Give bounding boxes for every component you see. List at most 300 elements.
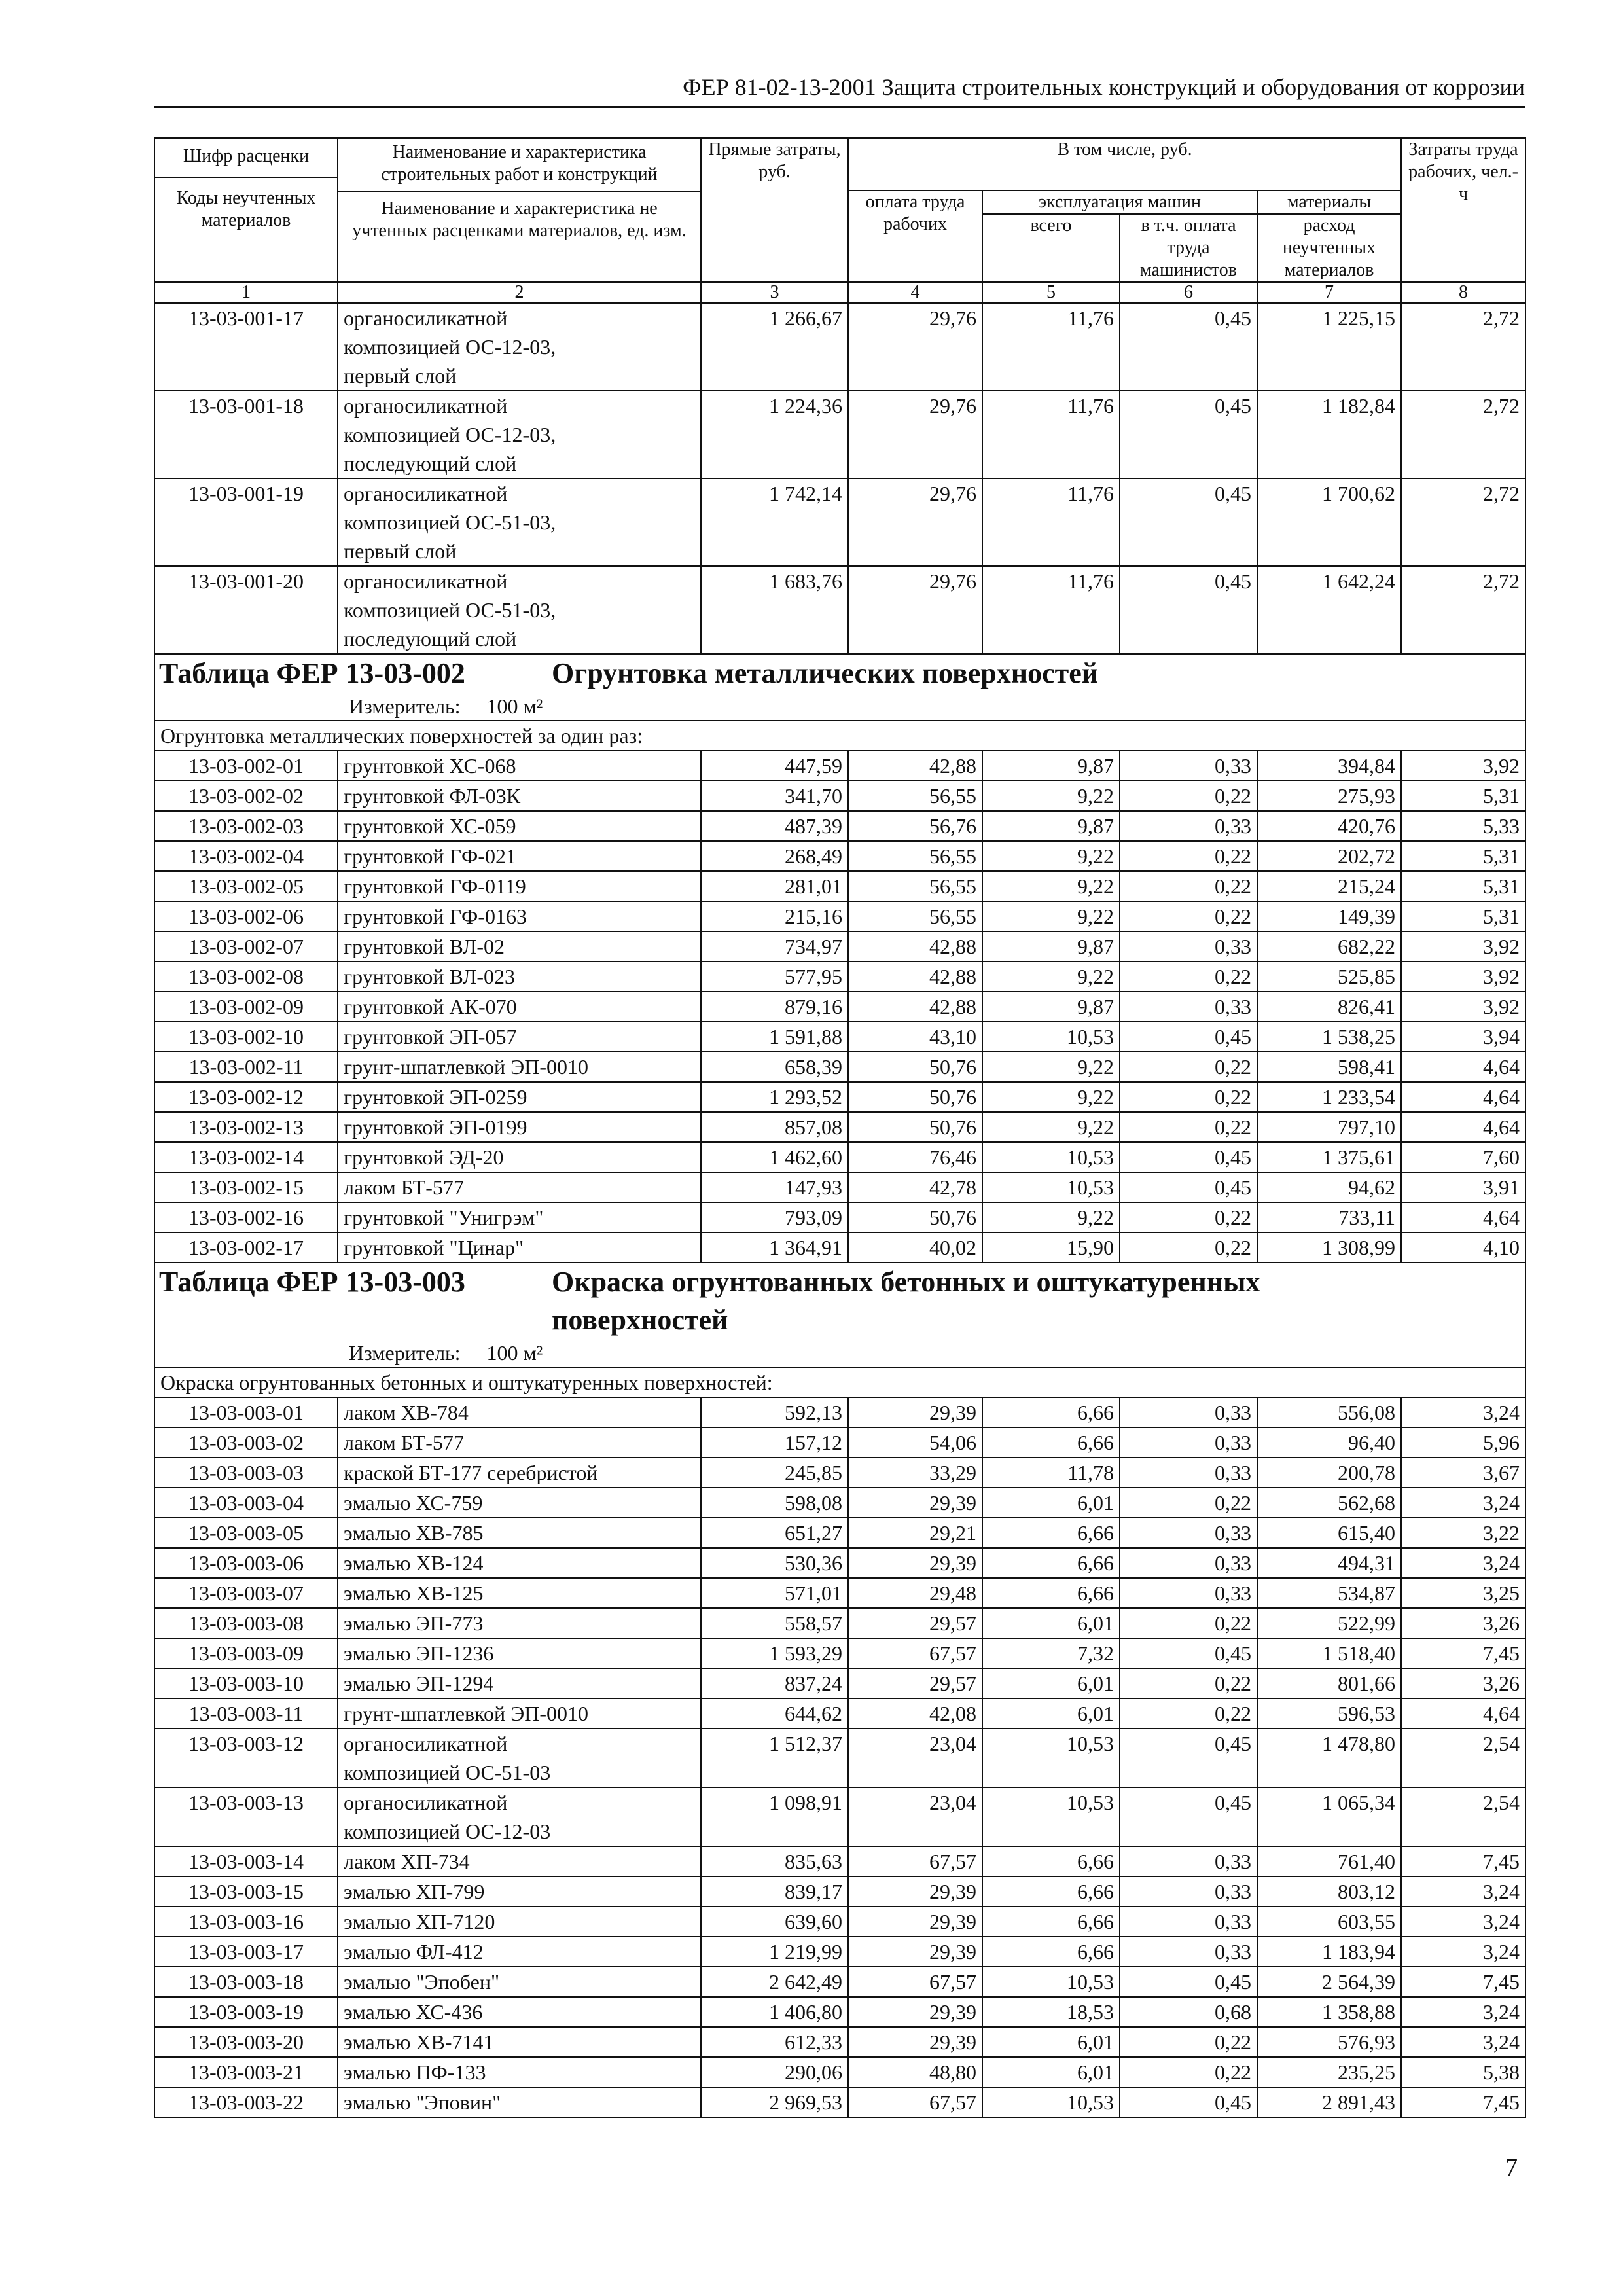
table-name-line: Окраска огрунтованных бетонных и оштукатуренных [552,1266,1260,1298]
materials-cell [1257,2027,1401,2057]
machines-total-cell [982,1518,1120,1548]
labor-hours: 3,92 [1483,754,1520,778]
labor-hours-cell [1401,1142,1525,1172]
machines-total-cell [982,1427,1120,1458]
machines-total-cell [982,1787,1120,1846]
table-title [159,655,1521,692]
labor-pay: 23,04 [929,1732,976,1755]
machines-total-cell [982,1202,1120,1232]
machines-total: 11,76 [1067,394,1114,418]
machines-total-cell [982,303,1120,391]
materials: 562,68 [1338,1491,1396,1515]
labor-pay-cell [848,841,982,871]
rate-code: 13-03-003-09 [188,1641,304,1665]
rate-code-cell [154,1967,338,1997]
machinists-pay-cell [1120,1142,1257,1172]
materials: 1 308,99 [1322,1236,1396,1259]
direct-costs: 571,01 [785,1581,842,1605]
labor-hours: 2,54 [1483,1791,1520,1814]
machinists-pay-cell [1120,1967,1257,1997]
materials-cell [1257,478,1401,566]
machinists-pay-cell [1120,1548,1257,1578]
machines-total: 9,22 [1077,1085,1114,1109]
labor-hours-cell [1401,1578,1525,1608]
labor-hours-cell [1401,566,1525,654]
column-number: 8 [1401,282,1525,303]
rate-code: 13-03-002-11 [188,1055,304,1079]
machinists-pay: 0,22 [1215,784,1251,808]
machinists-pay: 0,33 [1215,1461,1251,1484]
table-row [154,871,1525,901]
labor-pay-cell [848,1876,982,1907]
rate-code-cell [154,1997,338,2027]
direct-costs: 1 266,67 [769,306,842,330]
labor-pay-cell [848,1846,982,1876]
labor-hours-cell [1401,1427,1525,1458]
machines-total: 9,22 [1077,1206,1114,1229]
machinists-pay: 0,33 [1215,754,1251,778]
direct-costs-cell [701,1427,848,1458]
machines-total: 10,53 [1067,1970,1114,1994]
work-name-cell [338,2057,701,2087]
rate-code: 13-03-003-01 [188,1401,304,1424]
work-name-cell [338,961,701,992]
machinists-pay: 0,33 [1215,1431,1251,1454]
labor-pay-cell [848,931,982,961]
work-name-line: композицией ОС-12-03, [344,423,556,446]
work-name-cell [338,478,701,566]
work-name-cell [338,2027,701,2057]
labor-pay: 29,57 [929,1611,976,1635]
labor-pay-cell [848,1907,982,1937]
materials-cell [1257,1172,1401,1202]
rate-code: 13-03-002-16 [188,1206,304,1229]
machinists-pay: 0,45 [1215,394,1251,418]
work-name-cell [338,901,701,931]
work-name-cell [338,871,701,901]
rate-code-cell [154,781,338,811]
direct-costs-cell [701,2087,848,2117]
labor-pay-cell [848,1668,982,1698]
machines-total-cell [982,1458,1120,1488]
direct-costs: 793,09 [785,1206,842,1229]
work-name-cell [338,1052,701,1082]
labor-pay-cell [848,566,982,654]
table-row [154,1846,1525,1876]
labor-pay-cell [848,1698,982,1729]
materials-cell [1257,1578,1401,1608]
labor-hours-cell [1401,1022,1525,1052]
work-name-cell [338,931,701,961]
labor-hours: 5,31 [1483,874,1520,898]
labor-hours: 3,26 [1483,1611,1520,1635]
direct-costs: 268,49 [785,844,842,868]
labor-pay-cell [848,1608,982,1638]
labor-hours: 3,24 [1483,1551,1520,1575]
machines-total-cell [982,1907,1120,1937]
rate-code-cell [154,1907,338,1937]
materials-cell [1257,1876,1401,1907]
rate-code: 13-03-002-07 [188,935,304,958]
table-header-row [154,138,1525,190]
labor-pay: 50,76 [929,1055,976,1079]
materials-cell [1257,1548,1401,1578]
machines-total-cell [982,781,1120,811]
header-code2-label: Коды неучтенных материалов [176,188,316,230]
machines-total-cell [982,1172,1120,1202]
materials: 2 564,39 [1322,1970,1396,1994]
machinists-pay-cell [1120,566,1257,654]
table-row [154,841,1525,871]
table-row [154,1427,1525,1458]
work-name-line: краской БТ-177 серебристой [344,1461,598,1484]
rate-code: 13-03-001-17 [188,306,304,330]
rate-code-cell [154,1937,338,1967]
rate-code-cell [154,1846,338,1876]
materials-cell [1257,1112,1401,1142]
rate-code-cell [154,1112,338,1142]
measurement-unit [159,1339,1521,1367]
direct-costs-cell [701,901,848,931]
machinists-pay: 0,45 [1215,1641,1251,1665]
machinists-pay: 0,33 [1215,1551,1251,1575]
column-number: 2 [338,282,701,303]
labor-pay: 67,57 [929,1850,976,1873]
direct-costs-cell [701,566,848,654]
materials-cell [1257,1022,1401,1052]
machinists-pay: 0,22 [1215,2060,1251,2084]
direct-costs-cell [701,1232,848,1263]
direct-costs-cell [701,1846,848,1876]
work-name-line: грунтовкой "Цинар" [344,1236,524,1259]
direct-costs-cell [701,1142,848,1172]
labor-hours: 3,24 [1483,1491,1520,1515]
machines-total: 18,53 [1067,2000,1114,2024]
work-name-cell [338,1578,701,1608]
rate-code: 13-03-003-13 [188,1791,304,1814]
table-row [154,1638,1525,1668]
materials: 826,41 [1338,995,1396,1018]
direct-costs-cell [701,841,848,871]
labor-hours: 5,33 [1483,814,1520,838]
labor-hours-cell [1401,871,1525,901]
rate-code-cell [154,1022,338,1052]
work-name-line: композицией ОС-51-03 [344,1761,551,1784]
machinists-pay-cell [1120,1787,1257,1846]
work-name-line: последующий слой [344,627,517,651]
labor-hours: 4,64 [1483,1206,1520,1229]
direct-costs: 598,08 [785,1491,842,1515]
machines-total: 9,22 [1077,844,1114,868]
labor-hours-cell [1401,1698,1525,1729]
rate-code: 13-03-003-04 [188,1491,304,1515]
rate-code-cell [154,931,338,961]
rate-code: 13-03-003-02 [188,1431,304,1454]
machinists-pay-cell [1120,2057,1257,2087]
direct-costs-cell [701,1698,848,1729]
labor-pay-cell [848,1082,982,1112]
rate-code-cell [154,1082,338,1112]
labor-pay-cell [848,1232,982,1263]
direct-costs: 281,01 [785,874,842,898]
materials: 534,87 [1338,1581,1396,1605]
labor-hours: 3,67 [1483,1461,1520,1484]
labor-pay: 42,88 [929,754,976,778]
direct-costs: 651,27 [785,1521,842,1545]
rate-code-cell [154,1142,338,1172]
labor-pay: 29,76 [929,306,976,330]
rate-code: 13-03-002-04 [188,844,304,868]
table-subheading: Огрунтовка металлических поверхностей за один раз: [154,721,1525,751]
machines-total: 6,01 [1077,2030,1114,2054]
machinists-pay: 0,33 [1215,1521,1251,1545]
labor-hours: 3,24 [1483,2030,1520,2054]
machinists-pay: 0,45 [1215,1175,1251,1199]
machines-total: 9,87 [1077,935,1114,958]
machinists-pay: 0,45 [1215,1732,1251,1755]
labor-pay: 29,39 [929,1910,976,1933]
materials-cell [1257,2087,1401,2117]
labor-pay: 67,57 [929,2090,976,2114]
labor-hours: 4,64 [1483,1115,1520,1139]
rate-code-cell [154,303,338,391]
machinists-pay-cell [1120,1668,1257,1698]
rate-code-cell [154,1202,338,1232]
materials: 96,40 [1348,1431,1396,1454]
rate-code-cell [154,1548,338,1578]
machines-total-cell [982,1846,1120,1876]
machines-total: 6,01 [1077,1491,1114,1515]
machines-total: 6,66 [1077,1940,1114,1964]
table-row [154,781,1525,811]
labor-pay-cell [848,2027,982,2057]
rate-code-cell [154,2027,338,2057]
direct-costs: 245,85 [785,1461,842,1484]
labor-pay-cell [848,1729,982,1787]
labor-pay-cell [848,1172,982,1202]
rate-code: 13-03-003-14 [188,1850,304,1873]
machinists-pay: 0,33 [1215,1401,1251,1424]
labor-hours: 5,31 [1483,784,1520,808]
labor-pay: 29,39 [929,1940,976,1964]
labor-pay-cell [848,961,982,992]
machinists-pay-cell [1120,1397,1257,1427]
rate-code: 13-03-003-06 [188,1551,304,1575]
machines-total-cell [982,961,1120,992]
machinists-pay-cell [1120,1608,1257,1638]
machinists-pay-cell [1120,871,1257,901]
table-row [154,1397,1525,1427]
materials: 1 225,15 [1322,306,1396,330]
labor-hours: 3,24 [1483,1880,1520,1903]
labor-hours-cell [1401,992,1525,1022]
machinists-pay-cell [1120,751,1257,781]
table-row [154,391,1525,478]
machinists-pay: 0,22 [1215,1085,1251,1109]
machinists-pay-cell [1120,1846,1257,1876]
machines-total: 6,01 [1077,1672,1114,1695]
labor-hours: 3,24 [1483,1910,1520,1933]
rate-code-cell [154,1427,338,1458]
machinists-pay-cell [1120,1518,1257,1548]
direct-costs-cell [701,1488,848,1518]
machinists-pay-cell [1120,1907,1257,1937]
machinists-pay-cell [1120,1997,1257,2027]
materials-cell [1257,1907,1401,1937]
table-row [154,1787,1525,1846]
labor-pay-cell [848,1488,982,1518]
machinists-pay-cell [1120,1172,1257,1202]
materials: 797,10 [1338,1115,1396,1139]
materials-cell [1257,781,1401,811]
machinists-pay: 0,45 [1215,2090,1251,2114]
table-section-title-cell [154,654,1525,721]
table-row [154,811,1525,841]
labor-pay: 23,04 [929,1791,976,1814]
labor-hours: 3,25 [1483,1581,1520,1605]
direct-costs: 837,24 [785,1672,842,1695]
measurement-unit [159,692,1521,720]
work-name-cell [338,781,701,811]
table-section-title-cell [154,1263,1525,1367]
labor-hours-cell [1401,1638,1525,1668]
table-row [154,1518,1525,1548]
work-name-line: эмалью ХП-799 [344,1880,485,1903]
machinists-pay: 0,33 [1215,935,1251,958]
work-name-cell [338,1022,701,1052]
machines-total: 9,22 [1077,1115,1114,1139]
labor-hours: 2,72 [1483,394,1520,418]
machines-total: 9,22 [1077,905,1114,928]
direct-costs: 447,59 [785,754,842,778]
direct-costs: 1 406,80 [769,2000,842,2024]
work-name-line: композицией ОС-51-03, [344,598,556,622]
rate-code-cell [154,1397,338,1427]
rate-code-cell [154,811,338,841]
machines-total-cell [982,1668,1120,1698]
column-number: 7 [1257,282,1401,303]
work-name-line: грунтовкой ВЛ-023 [344,965,516,988]
rate-code: 13-03-002-14 [188,1145,304,1169]
direct-costs-cell [701,303,848,391]
machines-total: 9,22 [1077,874,1114,898]
work-name-cell [338,1518,701,1548]
machines-total: 10,53 [1067,2090,1114,2114]
machines-total: 6,66 [1077,1401,1114,1424]
header-unaccounted-materials: расход неучтенных материалов [1257,214,1401,282]
column-number: 3 [701,282,848,303]
header-labor-hours: Затраты труда рабочих, чел.-ч [1401,138,1525,282]
machines-total-cell [982,478,1120,566]
labor-pay: 29,48 [929,1581,976,1605]
rate-code: 13-03-003-20 [188,2030,304,2054]
work-name-cell [338,566,701,654]
direct-costs: 658,39 [785,1055,842,1079]
labor-pay: 42,88 [929,935,976,958]
rate-code: 13-03-001-20 [188,569,304,593]
rate-code-cell [154,871,338,901]
table-name [552,655,1521,692]
materials: 420,76 [1338,814,1396,838]
machinists-pay: 0,22 [1215,905,1251,928]
machines-total-cell [982,1967,1120,1997]
direct-costs: 1 293,52 [769,1085,842,1109]
table-section-title-row [154,1263,1525,1367]
machines-total-cell [982,2087,1120,2117]
work-name-cell [338,391,701,478]
machinists-pay-cell [1120,841,1257,871]
work-name-line: грунтовкой ГФ-021 [344,844,516,868]
rate-code: 13-03-002-13 [188,1115,304,1139]
machines-total-cell [982,391,1120,478]
labor-hours-cell [1401,1052,1525,1082]
labor-hours-cell [1401,1397,1525,1427]
materials-cell [1257,1202,1401,1232]
machines-total: 9,22 [1077,784,1114,808]
materials: 615,40 [1338,1521,1396,1545]
machinists-pay-cell [1120,781,1257,811]
machines-total-cell [982,1397,1120,1427]
materials-cell [1257,1518,1401,1548]
rate-code: 13-03-003-03 [188,1461,304,1484]
header-code-label: Шифр расценки [155,139,337,178]
table-name [552,1263,1521,1339]
rate-code-cell [154,1668,338,1698]
direct-costs: 1 593,29 [769,1641,842,1665]
labor-hours-cell [1401,391,1525,478]
labor-pay: 29,76 [929,394,976,418]
machinists-pay-cell [1120,303,1257,391]
machinists-pay-cell [1120,1458,1257,1488]
header-direct-costs: Прямые затраты, руб. [701,138,848,282]
rate-code: 13-03-002-15 [188,1175,304,1199]
header-machines-total: всего [982,214,1120,282]
table-row [154,1142,1525,1172]
rate-code-cell [154,751,338,781]
materials: 1 518,40 [1322,1641,1396,1665]
materials-cell [1257,1142,1401,1172]
labor-pay: 29,39 [929,2000,976,2024]
machinists-pay: 0,45 [1215,1970,1251,1994]
work-name-line: органосиликатной [344,1732,508,1755]
labor-pay-cell [848,1967,982,1997]
labor-hours-cell [1401,1787,1525,1846]
labor-hours: 3,91 [1483,1175,1520,1199]
machinists-pay: 0,22 [1215,1672,1251,1695]
header-materials: материалы [1257,190,1401,214]
machines-total: 6,66 [1077,1850,1114,1873]
labor-hours-cell [1401,1172,1525,1202]
running-header: ФЕР 81-02-13-2001 Защита строительных конструкций и оборудования от коррозии [154,73,1525,108]
machinists-pay: 0,22 [1215,1491,1251,1515]
labor-pay-cell [848,1997,982,2027]
machinists-pay: 0,22 [1215,874,1251,898]
labor-pay: 29,21 [929,1521,976,1545]
table-row [154,1698,1525,1729]
direct-costs-cell [701,1787,848,1846]
machinists-pay: 0,33 [1215,1581,1251,1605]
work-name-line: грунтовкой ЭП-0199 [344,1115,527,1139]
table-name-line: поверхностей [552,1304,728,1336]
rate-code-cell [154,1488,338,1518]
work-name-cell [338,2087,701,2117]
machinists-pay-cell [1120,2027,1257,2057]
rate-code-cell [154,1172,338,1202]
machines-total-cell [982,1232,1120,1263]
labor-hours-cell [1401,1907,1525,1937]
materials: 494,31 [1338,1551,1396,1575]
machines-total-cell [982,1638,1120,1668]
